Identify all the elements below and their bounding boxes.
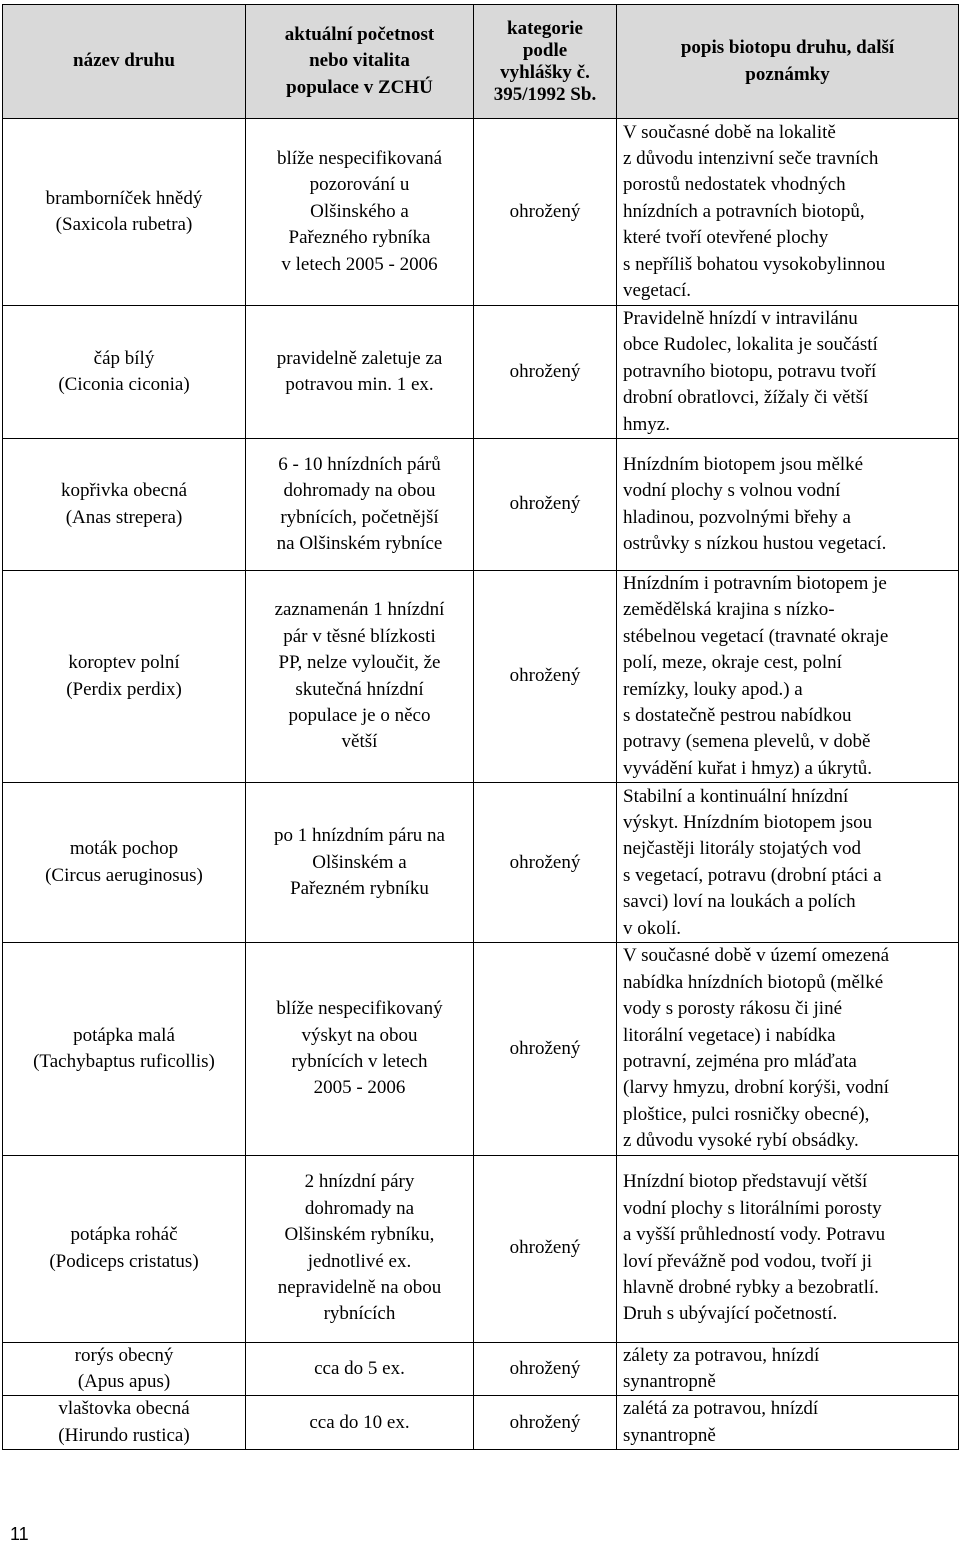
cell-line: potravního biotopu, potravu tvoří [623, 360, 877, 382]
cell-line: zemědělská krajina s nízko- [623, 599, 835, 621]
cell-line: pár v těsné blízkosti [283, 625, 436, 647]
cell-line: větší [341, 731, 378, 753]
cell-line: rorýs obecný [74, 1344, 174, 1366]
cell-line: (Apus apus) [77, 1370, 171, 1392]
table-row [3, 1155, 959, 1342]
population-cell [246, 1155, 474, 1342]
cell-line: ploštice, pulci rosničky obecné), [623, 1103, 870, 1125]
cell-line: s dostatečně pestrou nabídkou [623, 705, 852, 727]
header-category [474, 5, 617, 119]
category-cell: ohrožený [474, 571, 617, 783]
table-row [3, 1342, 959, 1396]
cell-line: po 1 hnízdním páru na [274, 825, 445, 847]
cell-line: Pravidelně hnízdí v intravilánu [623, 308, 858, 329]
cell-line: pravidelně zaletuje za [276, 347, 443, 369]
cell-line: blíže nespecifikovaný [276, 998, 443, 1020]
cell-line: z důvodu intenzivní seče travních [623, 147, 879, 169]
cell-line: ostrůvky s nízkou hustou vegetací. [623, 532, 887, 554]
cell-line: loví převážně pod vodou, tvoří ji [623, 1250, 873, 1272]
cell-line: (Ciconia ciconia) [58, 374, 190, 396]
cell-line: drobní obratlovci, žížaly či větší [623, 387, 869, 409]
cell-line: (Hirundo rustica) [58, 1424, 190, 1446]
description-cell [617, 119, 959, 306]
cell-line: v letech 2005 - 2006 [281, 253, 438, 275]
population-cell [246, 119, 474, 306]
cell-line: dohromady na [304, 1197, 415, 1219]
header-line: kategorie [507, 17, 583, 39]
header-line: vyhlášky č. [500, 61, 590, 83]
cell-line: polí, meze, okraje cest, polní [623, 652, 842, 674]
header-line: 395/1992 Sb. [493, 83, 597, 105]
cell-line: v okolí. [623, 917, 682, 939]
cell-line: remízky, louky apod.) a [623, 678, 803, 700]
cell-line: 6 - 10 hnízdních párů [278, 453, 441, 475]
cell-line: jednotlivé ex. [307, 1250, 412, 1272]
table-row [3, 119, 959, 306]
header-line: popis biotopu druhu, další [680, 37, 895, 59]
description-cell [617, 439, 959, 571]
description-cell [617, 306, 959, 439]
population-cell [246, 1396, 474, 1450]
cell-line: výskyt na obou [301, 1024, 418, 1046]
population-cell [246, 943, 474, 1155]
cell-line: (Circus aeruginosus) [45, 864, 203, 886]
cell-line: porostů nedostatek vhodných [623, 174, 846, 196]
cell-line: (Saxicola rubetra) [55, 214, 193, 235]
cell-line: Olšinského a [310, 200, 409, 222]
cell-line: potravou min. 1 ex. [285, 374, 434, 396]
cell-line: vyvádění kuřat i hmyz) a úkrytů. [623, 757, 873, 779]
cell-line: litorální vegetace) i nabídka [623, 1024, 836, 1046]
species-name-cell [3, 1342, 246, 1396]
cell-line: Olšinském rybníku, [284, 1224, 435, 1246]
cell-line: stébelnou vegetací (travnaté okraje [623, 625, 889, 647]
species-name-cell [3, 439, 246, 571]
header-description [617, 5, 959, 119]
cell-line: čáp bílý [93, 347, 155, 369]
cell-line: cca do 10 ex. [309, 1411, 410, 1433]
category-cell: ohrožený [474, 119, 617, 306]
cell-line: (Podiceps cristatus) [49, 1250, 199, 1272]
cell-line: (Perdix perdix) [66, 678, 182, 700]
category-cell: ohrožený [474, 1155, 617, 1342]
cell-line: 2 hnízdní páry [304, 1171, 415, 1193]
header-line: populace v ZCHÚ [286, 76, 433, 98]
species-name-cell [3, 943, 246, 1155]
header-line: podle [522, 39, 568, 61]
cell-line: Hnízdním i potravním biotopem je [623, 573, 887, 595]
cell-line: z důvodu vysoké rybí obsádky. [623, 1130, 859, 1152]
category-cell: ohrožený [474, 1396, 617, 1450]
header-row [3, 5, 959, 119]
category-cell: ohrožený [474, 306, 617, 439]
cell-line: Druh s ubývající početností. [623, 1303, 838, 1325]
table-row [3, 783, 959, 943]
table-row [3, 943, 959, 1155]
cell-line: dohromady na obou [283, 480, 436, 502]
cell-line: s nepříliš bohatou vysokobylinnou [623, 253, 886, 275]
species-table [2, 4, 959, 1450]
cell-line: V současné době na lokalitě [623, 121, 836, 143]
population-cell [246, 571, 474, 783]
cell-line: Olšinském a [312, 851, 407, 873]
cell-line: vodní plochy s litorálními porosty [623, 1197, 882, 1219]
cell-line: 2005 - 2006 [313, 1077, 406, 1099]
cell-line: hnízdních a potravních biotopů, [623, 200, 865, 222]
cell-line: nejčastěji litorály stojatých vod [623, 838, 861, 860]
cell-line: synantropně [623, 1370, 716, 1392]
cell-line: pozorování u [309, 174, 410, 196]
table-row [3, 571, 959, 783]
cell-line: výskyt. Hnízdním biotopem jsou [623, 811, 873, 833]
cell-line: potápka malá [73, 1024, 175, 1046]
cell-line: rybnících v letech [291, 1050, 428, 1072]
table-body [3, 119, 959, 1450]
cell-line: nepravidelně na obou [277, 1276, 442, 1298]
header-line: název druhu [73, 50, 175, 72]
cell-line: které tvoří otevřené plochy [623, 227, 829, 249]
population-cell [246, 1342, 474, 1396]
category-cell: ohrožený [474, 1342, 617, 1396]
species-name-cell [3, 1155, 246, 1342]
description-cell [617, 783, 959, 943]
cell-line: vlaštovka obecná [58, 1398, 190, 1420]
table-row [3, 439, 959, 571]
table-row [3, 306, 959, 439]
cell-line: Pařezného rybníka [288, 227, 431, 249]
header-population [246, 5, 474, 119]
cell-line: Stabilní a kontinuální hnízdní [623, 785, 849, 807]
cell-line: bramborníček hnědý [45, 187, 203, 209]
cell-line: nabídka hnízdních biotopů (mělké [623, 971, 884, 993]
cell-line: zálety za potravou, hnízdí [623, 1344, 820, 1366]
cell-line: Hnízdní biotop představují větší [623, 1171, 868, 1193]
cell-line: vodní plochy s volnou vodní [623, 480, 841, 502]
cell-line: zaznamenán 1 hnízdní [274, 599, 445, 621]
cell-line: (larvy hmyzu, drobní korýši, vodní [623, 1077, 889, 1099]
cell-line: (Tachybaptus ruficollis) [33, 1050, 215, 1072]
category-cell: ohrožený [474, 783, 617, 943]
cell-line: s vegetací, potravu (drobní ptáci a [623, 864, 882, 886]
header-species-name [3, 5, 246, 119]
population-cell [246, 306, 474, 439]
description-cell [617, 1342, 959, 1396]
cell-line: obce Rudolec, lokalita je součástí [623, 334, 878, 356]
cell-line: hladinou, pozvolnými břehy a [623, 506, 851, 528]
cell-line: vody s porosty rákosu či jiné [623, 998, 843, 1020]
cell-line: synantropně [623, 1424, 716, 1446]
cell-line: PP, nelze vyloučit, že [278, 652, 441, 674]
species-name-cell [3, 306, 246, 439]
population-cell [246, 783, 474, 943]
table-row [3, 1396, 959, 1450]
cell-line: Hnízdním biotopem jsou mělké [623, 453, 864, 475]
description-cell [617, 571, 959, 783]
cell-line: hmyz. [623, 413, 670, 435]
cell-line: potravní, zejména pro mláďata [623, 1050, 857, 1072]
cell-line: hlavně drobné rybky a bezobratlí. [623, 1276, 879, 1298]
header-line: aktuální početnost [284, 23, 435, 45]
cell-line: (Anas strepera) [65, 506, 183, 528]
species-name-cell [3, 571, 246, 783]
cell-line: zalétá za potravou, hnízdí [623, 1398, 819, 1420]
cell-line: savci) loví na loukách a polích [623, 891, 856, 913]
cell-line: a vyšší průhledností vody. Potravu [623, 1224, 886, 1246]
cell-line: blíže nespecifikovaná [276, 147, 443, 169]
description-cell [617, 1396, 959, 1450]
cell-line: populace je o něco [288, 705, 431, 727]
page-number: 11 [10, 1524, 29, 1544]
description-cell [617, 1155, 959, 1342]
category-cell: ohrožený [474, 439, 617, 571]
header-line: poznámky [745, 63, 830, 85]
species-name-cell [3, 1396, 246, 1450]
cell-line: V současné době v území omezená [623, 945, 890, 967]
cell-line: rybnících, početnější [280, 506, 439, 528]
header-line: nebo vitalita [309, 50, 410, 72]
cell-line: potápka roháč [70, 1224, 178, 1246]
cell-line: vegetací. [623, 280, 692, 302]
cell-line: potravy (semena plevelů, v době [623, 731, 871, 753]
category-cell: ohrožený [474, 943, 617, 1155]
description-cell [617, 943, 959, 1155]
cell-line: na Olšinském rybníce [276, 532, 443, 554]
cell-line: Pařezném rybníku [290, 877, 429, 899]
species-name-cell [3, 783, 246, 943]
cell-line: skutečná hnízdní [295, 678, 424, 700]
cell-line: moták pochop [69, 838, 179, 860]
cell-line: rybnících [323, 1303, 396, 1325]
cell-line: kopřivka obecná [60, 480, 188, 502]
species-name-cell [3, 119, 246, 306]
cell-line: koroptev polní [68, 652, 180, 674]
population-cell [246, 439, 474, 571]
cell-line: cca do 5 ex. [314, 1357, 405, 1379]
